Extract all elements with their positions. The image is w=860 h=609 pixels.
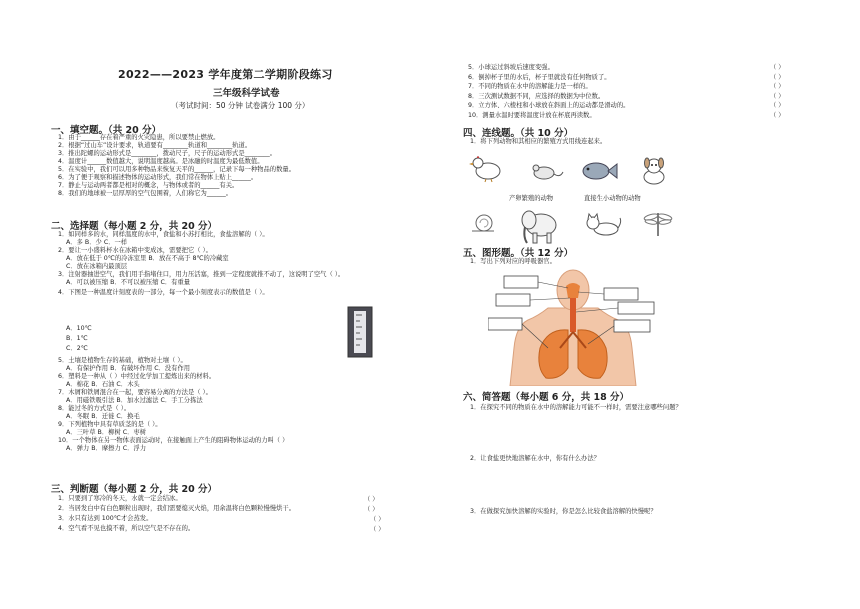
section-match-title: 四、连线题。（共 10 分） <box>463 128 574 139</box>
section-diagram-title: 五、图形题。（共 12 分） <box>463 248 574 259</box>
choice-q4-options <box>66 324 92 354</box>
match-label-left: 产卵繁殖的动物 <box>509 195 554 202</box>
respiratory-diagram <box>488 268 658 386</box>
judge-q10: 10．测量水温时要将温度计放在杯底再读数。 <box>468 111 596 119</box>
choice-q5-options: A．有保护作用 B．有破坏作用 C．没有作用 <box>66 365 191 372</box>
judge-q4: 4．空气看不见也摸不着，所以空气是不存在的。 <box>58 525 195 532</box>
label-box-6 <box>614 320 650 332</box>
section-choice-title: 二、选择题（每小题 2 分，共 20 分） <box>51 221 218 232</box>
choice-q4-a: A．10℃ <box>66 325 92 332</box>
label-box-5 <box>618 302 654 314</box>
judge-answer-5: （ ） <box>770 64 785 71</box>
choice-q4-b: B．1℃ <box>66 335 88 342</box>
match-label-right: 直接生小动物的动物 <box>584 195 641 202</box>
judge-answer-3: （ ） <box>370 516 385 523</box>
choice-q3-options: A．可以被压缩 B．不可以被压缩 C．有重量 <box>66 279 191 286</box>
cat-icon <box>584 212 622 238</box>
choice-q4-c: C．2℃ <box>66 345 88 352</box>
judge-right-answers <box>770 63 785 120</box>
choice-block-a <box>58 231 344 297</box>
short-q3: 3．在做探究加快溶解的实验时，你是怎么比较食盐溶解的快慢呢？ <box>470 508 657 515</box>
choice-q1: 1．如同样多的水，同样温度的水中，食盐和小苏打相比，食盐溶解的（ ）。 <box>58 231 269 238</box>
choice-q5: 5．土壤是植物生存的基础，植物对土壤（ ）。 <box>58 357 187 364</box>
exam-info: （考试时间：50 分钟 试卷满分 100 分） <box>171 101 310 110</box>
short-q2: 2．让食盐更快地溶解在水中，你有什么办法？ <box>470 455 600 462</box>
choice-q10: 10．一个物体在另一物体表面运动时，在接触面上产生的阻碍物体运动的力叫（ ） <box>58 437 289 444</box>
choice-q2: 2．要让一小盛料杯水在冰箱中变成冰，需要把它（ ）。 <box>58 247 212 254</box>
fill-q6: 6．为了便于观察和描述物体的运动形式，我们常在物体上贴上______。 <box>58 174 258 181</box>
choice-q10-options: A．弹力 B．摩擦力 C．浮力 <box>66 445 146 452</box>
choice-q6-options: A．棉花 B．石油 C．木头 <box>66 381 140 388</box>
section-fill-title: 一、填空题。（共 20 分） <box>51 125 162 136</box>
fill-q4: 4．温度计______数值越大，说明温度越高。是冰融的时温度为最低数值。 <box>58 158 264 165</box>
choice-q2-options-b: C．放在冰箱内最顶层 <box>66 263 128 270</box>
judge-q2: 2．当居发白中有白色颗粒出现时，我们需要熄灭火焰，用余温将白色颗粒慢慢烘干。 <box>58 505 295 512</box>
choice-q9-options: A．三叶草 B．柳树 C．枣树 <box>66 429 146 436</box>
judge-answer-10: （ ） <box>770 111 785 119</box>
choice-q7-options: A．用磁铁吸引法 B．加水过滤法 C．手工分拣法 <box>66 397 203 404</box>
label-box-1 <box>504 276 538 288</box>
judge-q6: 6．倒掉杯子里的水后，杯子里就没有任何物质了。 <box>468 73 611 81</box>
judge-q8: 8．三次测试数据不同，应选择的数据为中位数。 <box>468 92 605 100</box>
label-box-2 <box>496 294 530 306</box>
judge-q9: 9．立方体、六棱柱和小球放在斜面上的运动都是滑动的。 <box>468 102 630 109</box>
choice-block-b <box>58 357 288 453</box>
judge-answer-9: （ ） <box>770 102 785 109</box>
paper-subtitle: 三年级科学试卷 <box>213 88 280 99</box>
match-intro: 1．将下列动物和其相应的繁殖方式用线连起来。 <box>470 138 607 145</box>
judge-q5: 5．小球运过斜坡后速度变强。 <box>468 64 554 71</box>
thermometer-icon <box>346 305 376 359</box>
fill-q1: 1．由于______存在着严重的火灾隐患，所以要禁止燃放。 <box>58 134 220 141</box>
judge-answer-4: （ ） <box>370 526 385 533</box>
fish-icon <box>580 158 618 184</box>
judge-q3: 3．水只有达到 100℃才会蒸发。 <box>58 515 153 522</box>
judge-q7: 7．不同的物质在水中的溶解能力是一样的。 <box>468 83 592 90</box>
choice-q1-options: A．多 B．少 C．一样 <box>66 239 128 246</box>
dog-icon <box>638 155 670 187</box>
fill-questions <box>58 134 295 198</box>
judge-answer-7: （ ） <box>770 83 785 90</box>
judge-answer-1: （ ） <box>364 496 379 503</box>
label-box-4 <box>604 288 638 300</box>
fill-q8: 8．我们的地球被一层厚厚的空气包围着，人们称它为______。 <box>58 190 233 197</box>
choice-q4: 4．下图是一种温度计刻度表的一部分，每一个最小刻度表示的数值是（ ）。 <box>58 289 269 296</box>
judge-q1: 1．只要到了寒冷的冬天，水就一定会结冰。 <box>58 495 182 502</box>
fill-q3: 3．推出陀螺的运动形式是________，拨动尺子，尺子的运动形式是________。 <box>58 150 277 157</box>
fill-q7: 7．静止与运动两者都是相对的概念，与物体或者的______有关。 <box>58 182 239 189</box>
section-judge-title: 三、判断题（每小题 2 分，共 20 分） <box>51 484 218 495</box>
judge-left-list <box>58 494 295 534</box>
fill-q5: 5．在实验中，我们可以用多种物品来恢复天平的______，记录下每一种物品的数量。 <box>58 166 295 173</box>
judge-answer-8: （ ） <box>770 92 785 100</box>
choice-q2-options-a: A．放在低于 0℃的冷冻室里 B．放在不高于 8℃的冷藏室 <box>66 255 229 262</box>
choice-q3: 3．注射器抽进空气，我们用手指堵住口，用力压活塞，推到一定程度就推不动了，这说明了空气（ ）。 <box>58 271 345 278</box>
choice-q9: 9．下列植物中具有草质茎的是（ ）。 <box>58 421 162 428</box>
section-short-title: 六、简答题（每小题 6 分，共 18 分） <box>463 392 630 403</box>
choice-q7: 7．木屑和铁屑混合在一起，要容易分离的方法是（ ）。 <box>58 389 212 396</box>
chicken-icon <box>468 153 504 183</box>
choice-q8-options: A．冬眠 B．迁徙 C．换毛 <box>66 413 140 420</box>
choice-q8: 8．能过冬的方式是（ ）。 <box>58 405 131 412</box>
judge-answer-2: （ ） <box>364 506 379 513</box>
fill-q2: 2．根据“过山车”设计要求，轨道要有________轨道和________轨道。 <box>58 142 252 149</box>
snail-icon <box>470 212 496 234</box>
short-q1: 1．在探究不同的物质在水中的溶解能力可能不一样时，需要注意哪些问题？ <box>470 404 682 411</box>
diagram-intro: 1．写出下列对应的呼吸器官。 <box>470 258 556 265</box>
paper-title: 2022——2023 学年度第二学期阶段练习 <box>118 68 333 81</box>
elephant-icon <box>517 205 561 247</box>
judge-answer-6: （ ） <box>770 73 785 81</box>
judge-right-list <box>468 63 629 120</box>
dragonfly-icon <box>642 208 674 238</box>
mouse-icon <box>528 160 564 184</box>
label-box-3 <box>488 318 522 330</box>
choice-q6: 6．塑料是一种从（ ）中经过化学加工提炼出来的材料。 <box>58 373 216 380</box>
